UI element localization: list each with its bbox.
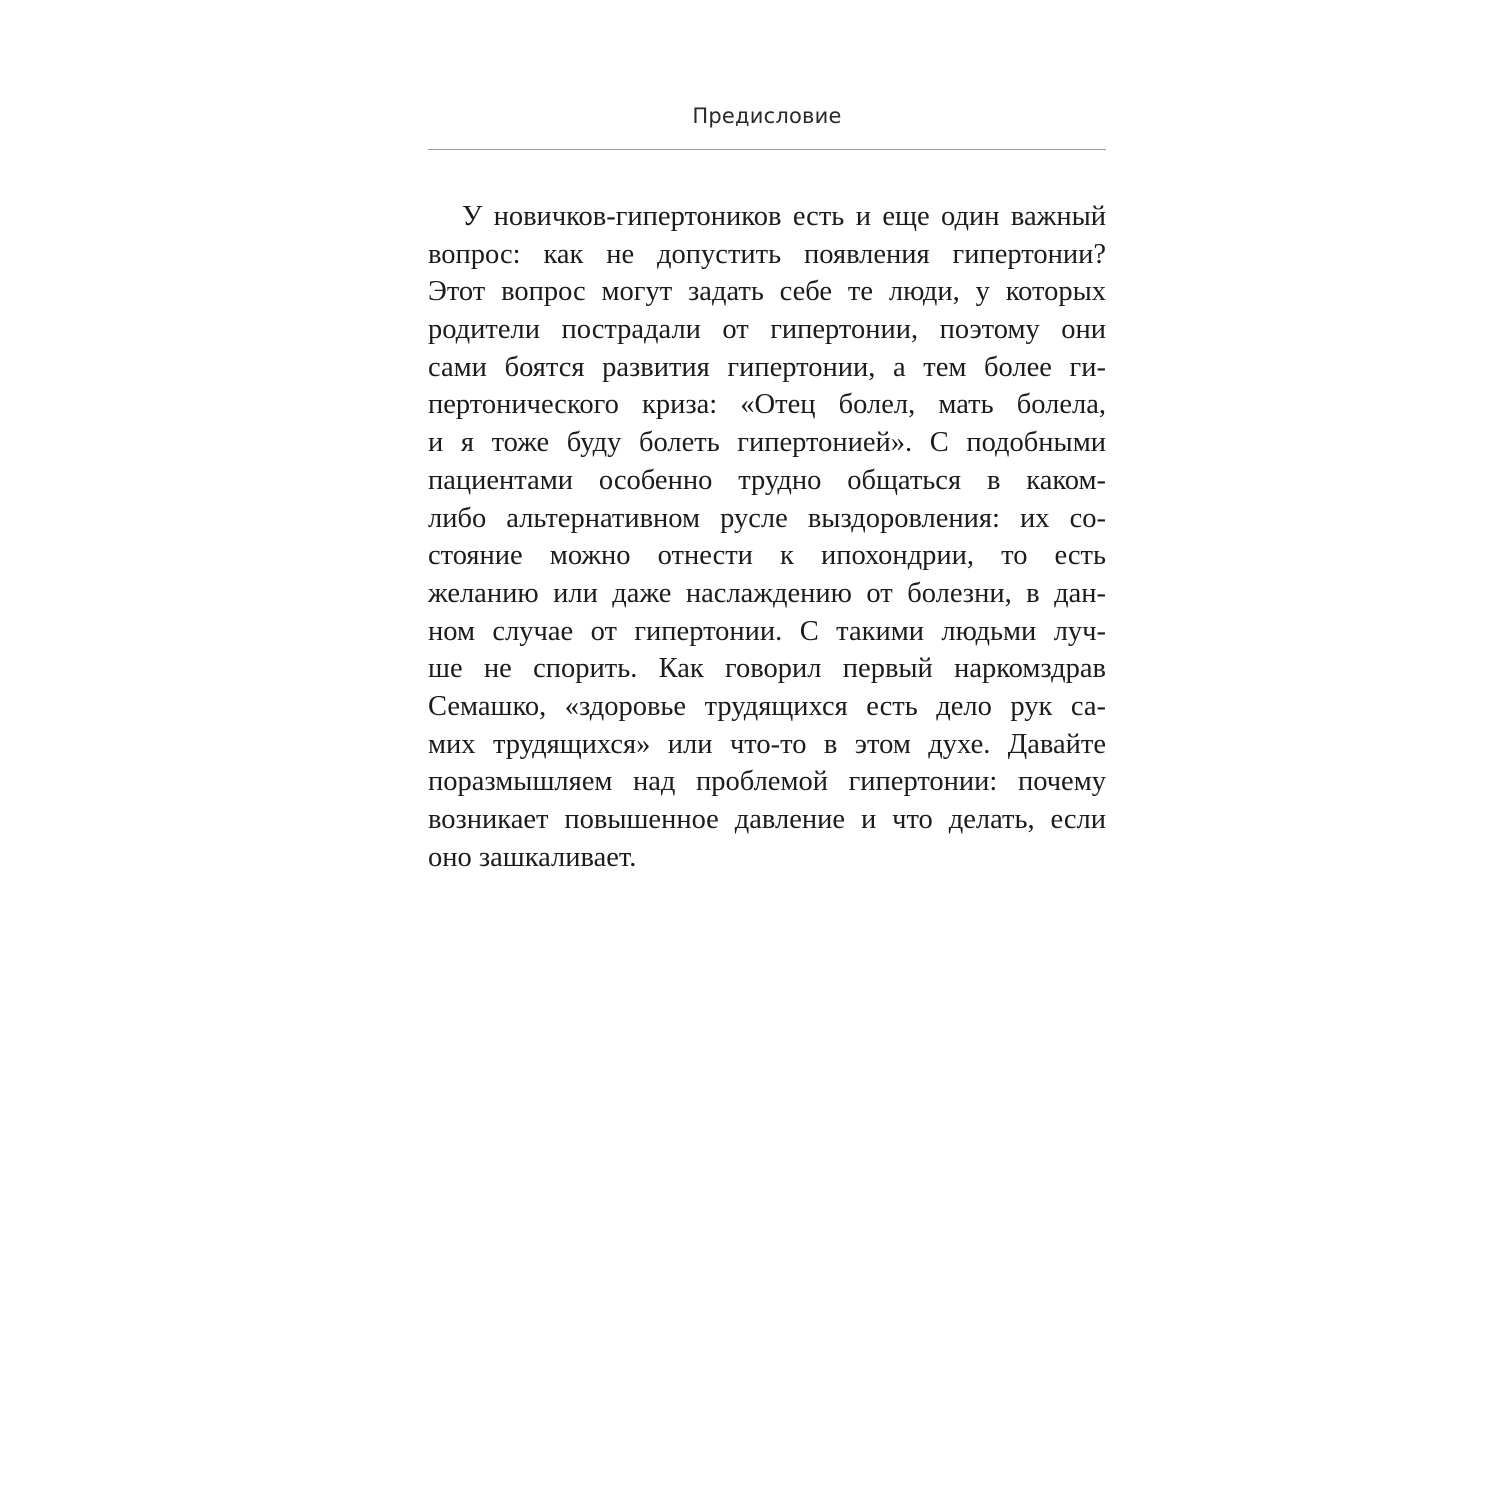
text-line: поразмышляем над проблемой гипертонии: почему <box>428 766 1106 798</box>
text-line: вопрос: как не допустить появления гипертонии? <box>428 238 1106 270</box>
text-line: Этот вопрос могут задать себе те люди, у которых <box>428 276 1106 308</box>
running-head: Предисловие <box>692 104 842 128</box>
text-line: ше не спорить. Как говорил первый наркомздрав <box>428 653 1106 685</box>
text-line: родители пострадали от гипертонии, поэтому они <box>428 314 1106 346</box>
text-line: пациентами особенно трудно общаться в каком- <box>428 464 1106 496</box>
text-line: желанию или даже наслаждению от болезни, в дан- <box>428 577 1106 609</box>
text-line: оно зашкаливает. <box>428 841 637 873</box>
text-line: либо альтернативном русле выздоровления: их со- <box>428 502 1106 534</box>
header-rule <box>428 149 1106 150</box>
text-line: У новичков-гипертоников есть и еще один важный <box>462 201 1106 232</box>
text-line: сами боятся развития гипертонии, а тем более ги- <box>428 351 1106 383</box>
text-line: мих трудящихся» или что-то в этом духе. Давайте <box>428 728 1106 760</box>
text-line: и я тоже буду болеть гипертонией». С подобными <box>428 427 1106 459</box>
text-line: Семашко, «здоровье трудящихся есть дело рук са- <box>428 690 1106 722</box>
text-line: возникает повышенное давление и что делать, если <box>428 804 1106 835</box>
text-line: стояние можно отнести к ипохондрии, то есть <box>428 540 1106 572</box>
text-line: ном случае от гипертонии. С такими людьми луч- <box>428 615 1106 647</box>
text-line: пертонического криза: «Отец болел, мать болела, <box>428 389 1106 421</box>
body-paragraph <box>428 198 1106 876</box>
